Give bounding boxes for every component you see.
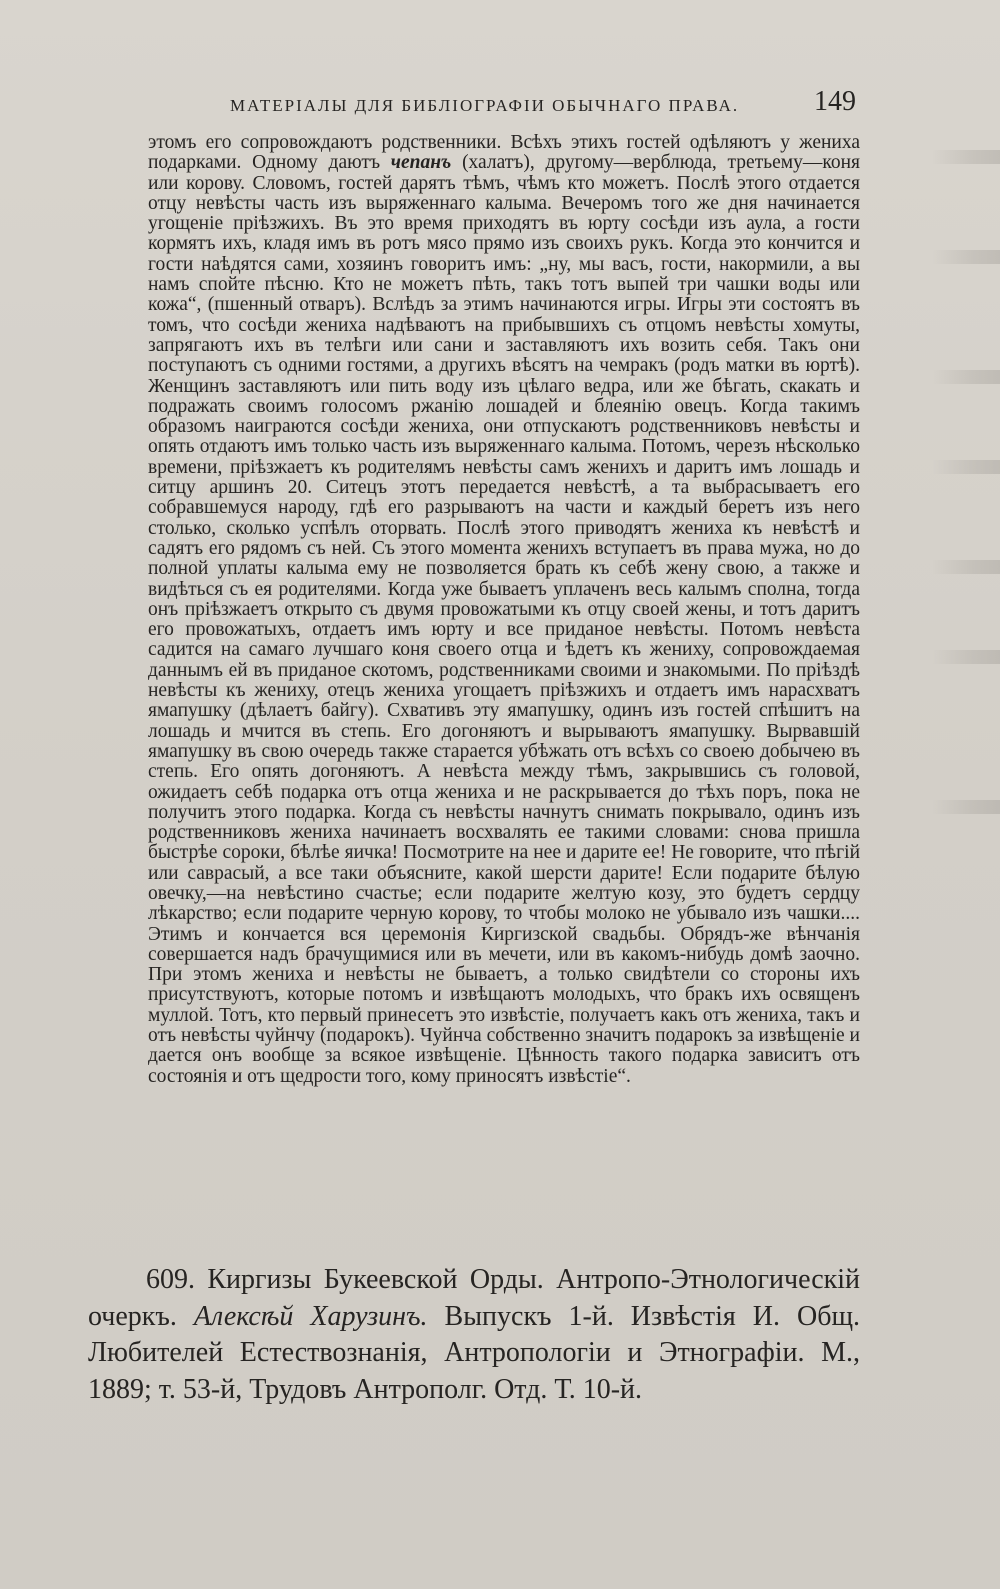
entry-details: Выпускъ 1-й. Извѣстія И. Общ. Любителей Естествознанія, Антропологіи и Этнографіи. М., 1889; т. 53-й, Трудовъ Антрополг. Отд. Т. 10-й. [88,1300,861,1405]
margin-bleed-through [932,800,1000,814]
body-text-part1: этомъ его сопровождаютъ родственники. Всѣхъ этихъ гостей одѣляютъ у жениха подарками. Одному даютъ [148,132,860,174]
body-paragraph [148,133,860,1087]
entry-title: Киргизы Букеевской Орды. Антропо-Этнологическій очеркъ. [88,1264,861,1332]
emphasized-term: чепанъ [390,152,452,174]
page-number: 149 [814,86,856,117]
body-text-part2: (халатъ), другому—верблюда, третьему—коня или корову. Словомъ, гостей дарятъ тѣмъ, чѣмъ кто можетъ. Послѣ этого отдается отцу невѣсты часть изъ выряженнаго калыма. Вечеромъ того же дня начинается угощеніе пріѣзжихъ. Въ это время приходятъ въ юрту сосѣди изъ аула, а гости кормятъ ихъ, кладя имъ въ ротъ мясо прямо изъ своихъ рукъ. Когда это кончится и гости наѣдятся сами, хозяинъ говоритъ имъ: „ну, мы васъ, гости, накормили, а вы намъ спойте пѣсню. Кто не можетъ пѣть, такъ тотъ выпей три чашки воды или кожа“, (пшенный отваръ). Вслѣдъ за этимъ начинаются игры. Игры эти состоятъ въ томъ, что сосѣди жениха надѣваютъ на прибывшихъ съ отцомъ невѣсты хомуты, запрягаютъ ихъ въ телѣги или сани и заставляютъ ихъ возить себя. Такъ они поступаютъ съ одними гостями, а другихъ вѣсятъ на чемракъ (родъ матки въ юртѣ). Женщинъ заставляютъ или пить воду изъ цѣлаго ведра, или же бѣгать, скакать и подражать своимъ голосомъ ржанію лошадей и блеянію овецъ. Когда такимъ образомъ наиграются сосѣди жениха, они отпускаютъ родственниковъ невѣсты и опять отдаютъ имъ только часть изъ выряженнаго калыма. Потомъ, черезъ нѣсколько времени, пріѣзжаетъ къ родителямъ невѣсты самъ женихъ и даритъ имъ лошадь и ситцу аршинъ 20. Ситецъ этотъ передается невѣстѣ, а та выбрасываетъ его собравшемуся народу, гдѣ его разрываютъ на части и каждый беретъ изъ него столько, сколько успѣлъ оторвать. Послѣ этого приводятъ жениха къ невѣстѣ и садятъ его рядомъ съ ней. Съ этого момента женихъ вступаетъ въ права мужа, но до полной уплаты калыма ему не позволяется брать къ себѣ жену свою, а также и видѣться съ ея родителями. Когда уже бываетъ уплаченъ весь калымъ сполна, тогда онъ пріѣзжаетъ открыто съ двумя провожатыми къ отцу своей жены, и тотъ даритъ его провожатыхъ, отдаетъ имъ юрту и все приданое невѣсты. Потомъ невѣста садится на самаго лучшаго коня своего отца и ѣдетъ къ жениху, сопровождаемая даннымъ ей въ приданое скотомъ, родственниками своими и знакомыми. По пріѣздѣ невѣсты къ жениху, отецъ жениха угощаетъ пріѣзжихъ и отдаетъ имъ нарасхватъ ямапушку (дѣлаетъ байгу). Схвативъ эту ямапушку, одинъ изъ гостей спѣшитъ на лошадь и мчится въ степь. Его догоняютъ и вырываютъ ямапушку. Вырвавшій ямапушку въ свою очередь также старается убѣжать отъ всѣхъ со своею добычею въ степь. Его опять догоняютъ. А невѣста между тѣмъ, закрывшись съ головой, ожидаетъ себѣ подарка отъ отца жениха и не раскрывается до тѣхъ поръ, пока не получитъ этого подарка. Когда съ невѣсты начнутъ снимать покрывало, одинъ изъ родственниковъ жениха начинаетъ восхвалять ее такими словами: снова пришла быстрѣе сороки, бѣлѣе яичка! Посмотрите на нее и дарите ее! Не говорите, что пѣгій или саврасый, а все таки объясните, какой шерсти дарите! Если подарите бѣлую овечку,—на невѣстино счастье; если подарите желтую козу, это будетъ сердцу лѣкарство; если подарите черную корову, то чтобы молоко не убывало изъ чашки.... Этимъ и кончается вся церемонія Киргизской свадьбы. Обрядъ-же вѣнчанія совершается надъ брачущимися или въ мечети, или въ какомъ-нибудь домѣ заочно. При этомъ жениха и невѣсты не бываетъ, а только свидѣтели со стороны ихъ присутствуютъ, которые потомъ и извѣщаютъ молодыхъ, что бракъ ихъ освященъ муллой. Тотъ, кто первый принесетъ это извѣстіе, получаетъ какъ отъ жениха, такъ и отъ невѣсты чуйнчу (подарокъ). Чуйнча собственно значитъ подарокъ за извѣщеніе и дается онъ вообще за всякое извѣщеніе. Цѣнность такого подарка зависитъ отъ состоянія и отъ щедрости того, кому приносятъ извѣстіе“. [148,152,860,1087]
entry-author: Алексѣй Харузинъ. [193,1300,428,1332]
margin-bleed-through [932,650,1000,664]
bibliography-entry [88,1262,860,1408]
margin-bleed-through [932,370,1000,384]
margin-bleed-through [932,250,1000,264]
running-title: МАТЕРІАЛЫ ДЛЯ БИБЛІОГРАФІИ ОБЫЧНАГО ПРАВА. [230,96,740,115]
entry-number: 609. [146,1264,195,1295]
margin-bleed-through [932,150,1000,164]
page-header [150,86,856,126]
margin-bleed-through [932,460,1000,474]
margin-bleed-through [932,560,1000,574]
